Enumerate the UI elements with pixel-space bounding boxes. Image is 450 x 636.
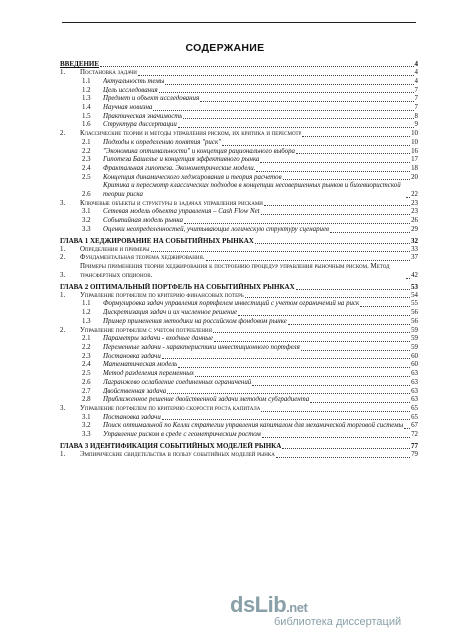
toc-entry-page: 56: [411, 309, 418, 317]
toc-entry[interactable]: [60, 414, 418, 423]
toc-entry[interactable]: [60, 442, 418, 451]
toc-entry-number: 2.2: [82, 344, 91, 351]
toc-entry[interactable]: [60, 309, 418, 318]
toc-entry-number: 1.1: [82, 77, 91, 85]
toc-leader-dots: [282, 446, 410, 449]
toc-leader-dots: [159, 90, 414, 93]
toc-leader-dots: [296, 151, 410, 154]
toc-entry-number: 1.: [60, 291, 66, 299]
toc-leader-dots: [283, 177, 411, 180]
toc-entry-number: 3.1: [82, 413, 91, 421]
toc-entry-title: Фундаментальная теорема хеджирования.: [80, 254, 205, 262]
toc-entry-page: 23: [411, 199, 418, 207]
toc-leader-dots: [264, 203, 410, 206]
toc-entry-title: Постановка задачи: [103, 352, 161, 360]
toc-leader-dots: [261, 212, 411, 215]
toc-entry-number: 3.: [60, 199, 66, 207]
toc-entry-number: 2.5: [82, 370, 91, 378]
toc-entry[interactable]: [60, 104, 418, 113]
toc-entry-title: Подходы к определению понятия "риск": [103, 138, 222, 146]
toc-entry-number: 2.2: [82, 147, 91, 155]
toc-entry-number: 1.6: [82, 121, 91, 129]
toc-entry-number: 2.4: [82, 164, 91, 172]
toc-leader-dots: [360, 304, 410, 307]
toc-entry-number: 1.: [60, 245, 66, 253]
toc-entry-title: ГЛАВА 1 ХЕДЖИРОВАНИЕ НА СОБЫТИЙНЫХ РЫНКАХ: [60, 236, 254, 245]
toc-entry-title: Лагранжево ослабление соединенных ограничений: [103, 378, 252, 386]
toc-entry-page: 42: [411, 271, 418, 279]
toc-leader-dots: [195, 374, 410, 377]
toc-entry-title: Эмпирические свидетельства в пользу событийных моделей рынка: [80, 450, 275, 458]
toc-entry-number: 1.: [60, 450, 66, 458]
toc-entry[interactable]: [60, 95, 418, 104]
toc-entry-page: 59: [411, 335, 418, 343]
toc-entry[interactable]: [60, 174, 418, 183]
toc-entry-number: 2.3: [82, 352, 91, 360]
toc-entry-page: 26: [411, 217, 418, 225]
toc-entry-number: 2.: [60, 326, 66, 334]
toc-leader-dots: [310, 400, 410, 403]
toc-entry-title: Постановка задачи: [103, 413, 161, 421]
toc-entry[interactable]: [60, 87, 418, 96]
toc-entry[interactable]: [60, 130, 418, 139]
toc-entry-page: 56: [411, 317, 418, 325]
toc-entry-page: 60: [411, 352, 418, 360]
toc-leader-dots: [256, 169, 410, 172]
toc-entry-title: Управление портфелем с учетом потребления: [80, 326, 212, 334]
toc-entry-number: 3.2: [82, 422, 91, 430]
toc-entry-title: Примеры применения теории хеджирования к построению процедур управления рыночным риском. Метод трансфертных опционов.: [80, 263, 390, 279]
toc-leader-dots: [162, 417, 410, 420]
toc-entry-number: 2.6: [82, 191, 91, 199]
toc-entry-page: 16: [411, 147, 418, 155]
toc-entry-title: Оценки неопределенностей, учитывающие логическую структуру сценариев: [103, 225, 330, 233]
toc-leader-dots: [261, 409, 410, 412]
watermark-subtitle: библиотека диссертаций: [274, 616, 402, 628]
toc-entry-title: Классические теории и методы управления риском, их критика и пересмотр: [80, 130, 302, 138]
toc-leader-dots: [100, 64, 413, 67]
toc-entry-title: Математическая модель: [103, 361, 178, 369]
toc-entry-number: 3.2: [82, 217, 91, 225]
toc-entry-title: Фрактальная гипотеза. Эконометрические модели.: [103, 164, 256, 172]
toc-entry[interactable]: [60, 156, 418, 165]
toc-entry-number: 1.2: [82, 86, 91, 94]
toc-entry[interactable]: [60, 335, 418, 344]
toc-entry-page: 79: [411, 450, 418, 458]
toc-leader-dots: [178, 365, 410, 368]
toc-entry-number: 2.: [60, 254, 66, 262]
toc-entry-number: 2.7: [82, 387, 91, 395]
toc-leader-dots: [153, 108, 413, 111]
toc-entry-page: 55: [411, 300, 418, 308]
toc-entry-title: Концепция динамического хеджирования и теория расчетов: [103, 173, 282, 181]
toc-leader-dots: [404, 426, 410, 429]
toc-entry[interactable]: [60, 405, 418, 414]
toc-entry-title: Управление портфелем по критерию скорости роста капитала: [80, 404, 261, 412]
toc-leader-dots: [406, 195, 410, 198]
toc-entry-page: 29: [411, 225, 418, 233]
toc-entry[interactable]: [60, 60, 418, 69]
toc-entry[interactable]: [60, 379, 418, 388]
toc-leader-dots: [151, 249, 411, 252]
toc-entry-page: 23: [411, 208, 418, 216]
toc-leader-dots: [406, 276, 410, 279]
toc-entry-title: ГЛАВА 2 ОПТИМАЛЬНЫЙ ПОРТФЕЛЬ НА СОБЫТИЙНЫХ РЫНКАХ: [60, 282, 295, 291]
toc-entry-page: 54: [411, 291, 418, 299]
toc-entry-page: 65: [411, 413, 418, 421]
toc-entry[interactable]: [60, 388, 418, 397]
toc-entry[interactable]: [60, 226, 418, 235]
toc-entry-number: 2.6: [82, 378, 91, 386]
toc-entry-page: 7: [414, 86, 418, 94]
toc-entry[interactable]: [60, 361, 418, 370]
toc-entry-title: "Экономика оптимальности" и концепция рационального выбора: [103, 147, 295, 155]
toc-entry-title: Переменные задачи - характеристики инвестиционного портфеля: [103, 344, 300, 351]
toc-entry-title: Двойственная задача: [103, 387, 167, 395]
toc-entry-title: Поиск оптимальной по Келли стратегии управления капиталом для механической торговой системы: [103, 422, 404, 430]
toc-entry[interactable]: [60, 113, 418, 122]
toc-leader-dots: [255, 241, 410, 244]
top-rule: [62, 22, 416, 23]
toc-entry-page: 18: [411, 164, 418, 172]
toc-entry[interactable]: [60, 148, 418, 157]
toc-entry-number: 1.3: [82, 317, 91, 325]
toc-entry[interactable]: [60, 254, 418, 263]
toc-entry[interactable]: [60, 246, 418, 255]
toc-entry-title: Ключевые объекты и структуры в задачах управления рисками: [80, 199, 263, 207]
toc-leader-dots: [183, 116, 413, 119]
toc-entry-page: 4: [414, 69, 418, 77]
toc-entry-page: 7: [414, 95, 418, 103]
toc-entry-title: Метод разделения переменных: [103, 370, 194, 378]
toc-leader-dots: [165, 82, 413, 85]
toc-entry-number: 2.1: [82, 335, 91, 343]
toc-entry[interactable]: [60, 451, 418, 460]
toc-entry-page: 67: [411, 422, 418, 430]
toc-entry-page: 10: [411, 130, 418, 138]
toc-leader-dots: [262, 435, 410, 438]
toc-entry-title: Научная новизна: [103, 104, 153, 112]
toc-leader-dots: [288, 322, 410, 325]
toc-entry-page: 33: [411, 245, 418, 253]
toc-entry-page: 63: [411, 387, 418, 395]
toc-entry[interactable]: [60, 69, 418, 78]
toc-entry-number: 3.3: [82, 431, 91, 439]
toc-leader-dots: [245, 295, 410, 298]
toc-leader-dots: [184, 221, 410, 224]
toc-entry-title: Гипотеза Башелье и концепция эффективного рынка: [103, 156, 260, 164]
toc-entry-number: 2.3: [82, 156, 91, 164]
toc-entry-title: Предмет и объект исследования: [103, 95, 200, 103]
toc-leader-dots: [213, 330, 410, 333]
toc-entry-number: 3.: [60, 404, 66, 412]
toc-entry-number: 1.: [60, 69, 66, 77]
toc-entry-number: 2.1: [82, 138, 91, 146]
toc-entry[interactable]: [60, 422, 418, 431]
toc-entry[interactable]: [60, 121, 418, 130]
toc-entry-number: 2.: [60, 130, 66, 138]
toc-entry-title: Формулировка задач управления портфелем инвестиций с учетом ограничений на риск: [103, 300, 360, 308]
toc-entry-title: ВВЕДЕНИЕ: [60, 60, 100, 68]
toc-leader-dots: [200, 99, 413, 102]
toc-entry-title: Событийная модель рынка: [103, 217, 183, 225]
toc-entry[interactable]: [60, 237, 418, 246]
toc-entry[interactable]: [60, 370, 418, 379]
toc-entry-page: 72: [411, 431, 418, 439]
toc-entry-title: Постановка задачи: [80, 69, 137, 77]
toc-entry-number: 1.1: [82, 300, 91, 308]
watermark-logo: dsLib.net: [230, 592, 308, 617]
toc-entry-number: 2.5: [82, 173, 91, 181]
toc-entry-number: 2.8: [82, 396, 91, 404]
toc-entry-page: 17: [411, 156, 418, 164]
toc-entry-page: 60: [411, 361, 418, 369]
toc-leader-dots: [260, 160, 410, 163]
toc-entry-page: 37: [411, 254, 418, 262]
toc-entry-title: Практическая значимость: [103, 112, 183, 120]
toc-entry-number: 1.3: [82, 95, 91, 103]
table-of-contents: [60, 60, 418, 460]
toc-entry-page: 22: [411, 191, 418, 199]
toc-entry-title: Определения и примеры: [80, 245, 150, 253]
toc-entry-page: 77: [411, 441, 418, 450]
toc-entry-number: 1.5: [82, 112, 91, 120]
toc-leader-dots: [276, 455, 410, 458]
toc-entry-title: Управление риском в среде с геометрическим ростом: [103, 431, 261, 439]
toc-entry[interactable]: [60, 327, 418, 336]
toc-entry-page: 9: [414, 121, 418, 129]
toc-entry-title: Дискретизация задач и их численное решение: [103, 309, 238, 317]
toc-entry[interactable]: [60, 217, 418, 226]
toc-leader-dots: [252, 383, 410, 386]
toc-entry-title: Цель исследования: [103, 86, 158, 94]
toc-entry[interactable]: [60, 182, 418, 199]
toc-leader-dots: [296, 287, 410, 290]
toc-entry-page: 63: [411, 370, 418, 378]
toc-entry-page: 32: [411, 236, 418, 245]
toc-entry-title: Структура диссертации: [103, 121, 177, 129]
page-title: СОДЕРЖАНИЕ: [185, 42, 265, 54]
toc-leader-dots: [167, 391, 410, 394]
toc-entry[interactable]: [60, 318, 418, 327]
toc-entry-number: 2.4: [82, 361, 91, 369]
toc-entry-page: 4: [414, 60, 418, 68]
toc-entry-page: 10: [411, 138, 418, 146]
toc-entry[interactable]: [60, 263, 418, 280]
toc-leader-dots: [222, 143, 410, 146]
toc-leader-dots: [238, 313, 410, 316]
toc-entry[interactable]: [60, 139, 418, 148]
toc-entry-page: 59: [411, 326, 418, 334]
toc-entry-number: 3.3: [82, 225, 91, 233]
toc-entry-title: Актуальность темы: [103, 77, 165, 85]
toc-entry[interactable]: [60, 165, 418, 174]
toc-leader-dots: [301, 348, 410, 351]
toc-entry[interactable]: [60, 283, 418, 292]
toc-entry[interactable]: [60, 200, 418, 209]
toc-entry-number: 3.1: [82, 208, 91, 216]
toc-leader-dots: [330, 230, 410, 233]
toc-entry[interactable]: [60, 353, 418, 362]
toc-entry-page: 65: [411, 404, 418, 412]
toc-entry-page: 63: [411, 396, 418, 404]
toc-entry-page: 59: [411, 344, 418, 351]
toc-entry-title: Параметры задачи - входные данные: [103, 335, 214, 343]
toc-entry-title: Приближенное решение двойственной задачи методом субградиента: [103, 396, 310, 404]
toc-entry-page: 4: [414, 77, 418, 85]
toc-leader-dots: [206, 258, 411, 261]
toc-entry[interactable]: [60, 208, 418, 217]
toc-entry-page: 7: [414, 104, 418, 112]
toc-entry-page: 8: [414, 112, 418, 120]
toc-leader-dots: [138, 73, 414, 76]
toc-entry-page: 53: [411, 282, 418, 291]
toc-entry[interactable]: [60, 396, 418, 405]
toc-entry[interactable]: [60, 78, 418, 87]
toc-entry-title: ГЛАВА 3 ИДЕНТИФИКАЦИЯ СОБЫТИЙНЫХ МОДЕЛЕЙ РЫНКА: [60, 441, 282, 450]
toc-entry[interactable]: [60, 300, 418, 309]
toc-entry-page: 63: [411, 378, 418, 386]
toc-leader-dots: [178, 125, 414, 128]
toc-leader-dots: [214, 339, 410, 342]
toc-entry-number: 1.2: [82, 309, 91, 317]
toc-entry[interactable]: [60, 431, 418, 440]
toc-entry-title: Пример применения методики на российском фондовом рынке: [103, 317, 287, 325]
toc-entry-number: 1.4: [82, 104, 91, 112]
toc-leader-dots: [302, 134, 410, 137]
toc-entry-number: 3.: [60, 271, 66, 279]
toc-entry[interactable]: [60, 292, 418, 301]
toc-entry-title: Сетевая модель объекта управления – Cash Flow Net: [103, 208, 260, 216]
watermark: [230, 590, 440, 630]
toc-leader-dots: [162, 356, 410, 359]
toc-entry[interactable]: [60, 344, 418, 353]
toc-entry-title: Управление портфелем по критерию финансовых потерь: [80, 291, 244, 299]
toc-entry-page: 20: [411, 173, 418, 181]
toc-entry-title: Критика и пересмотр классических подходов в концепции несовершенных рынков и бихевиористской теории риска: [103, 182, 401, 199]
